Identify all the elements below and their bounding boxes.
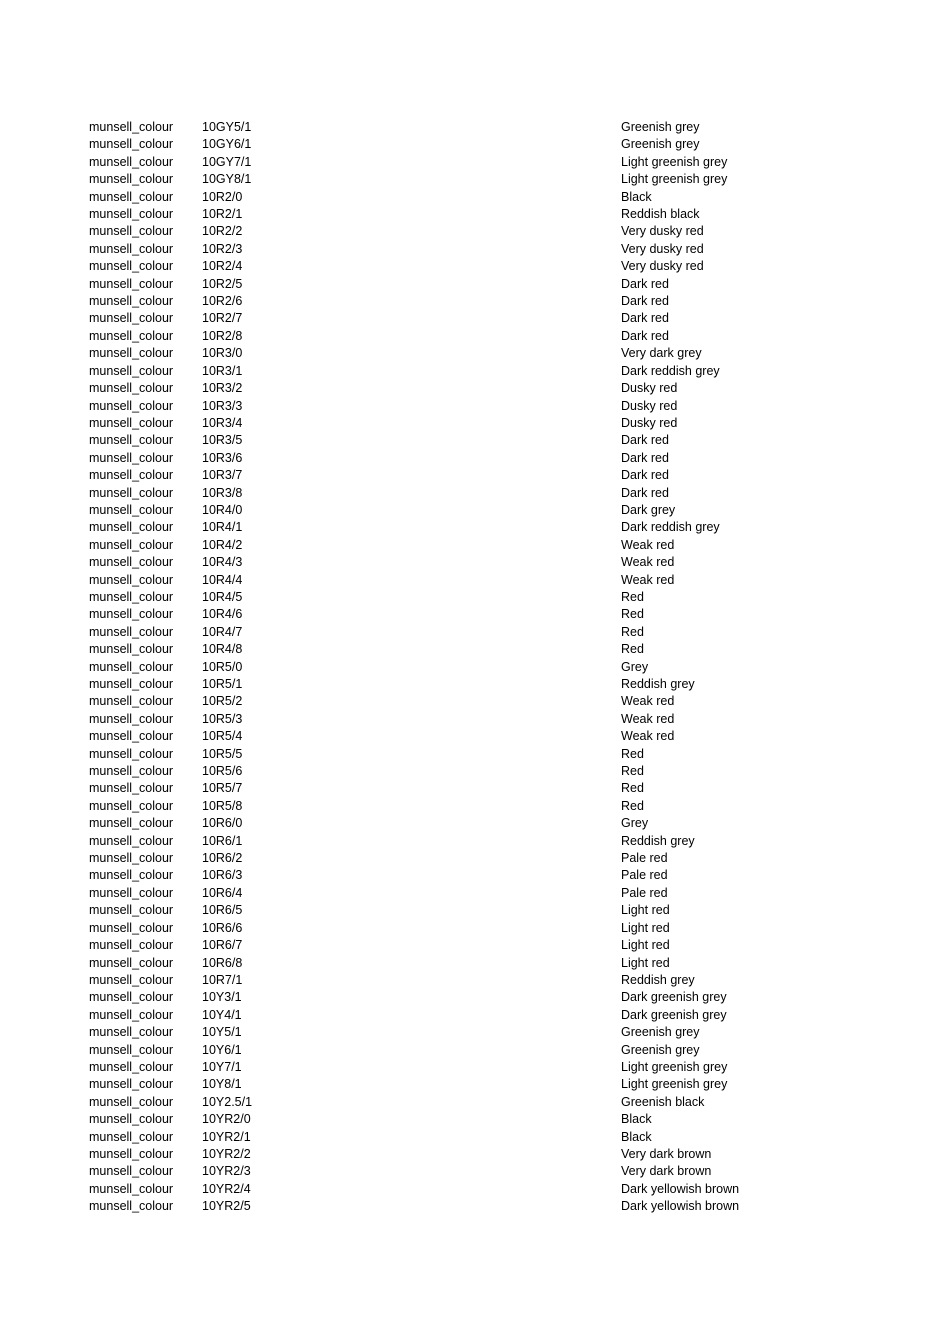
code-cell: 10YR2/5 <box>202 1199 251 1214</box>
description-cell: Pale red <box>621 868 668 883</box>
table-row <box>89 1181 809 1198</box>
table-row <box>89 763 809 780</box>
code-cell: 10R5/7 <box>202 781 243 796</box>
description-cell: Very dusky red <box>621 224 704 239</box>
table-row <box>89 223 809 240</box>
code-cell: 10R2/7 <box>202 311 243 326</box>
attribute-cell: munsell_colour <box>89 903 174 918</box>
table-row <box>89 676 809 693</box>
code-cell: 10R3/0 <box>202 346 243 361</box>
attribute-cell: munsell_colour <box>89 711 174 726</box>
code-cell: 10R6/3 <box>202 868 243 883</box>
description-cell: Grey <box>621 659 649 674</box>
code-cell: 10R7/1 <box>202 972 243 987</box>
description-cell: Dark yellowish brown <box>621 1199 740 1214</box>
code-cell: 10R4/3 <box>202 555 243 570</box>
code-cell: 10R5/1 <box>202 677 243 691</box>
description-cell: Black <box>621 1112 652 1127</box>
code-cell: 10R5/3 <box>202 711 243 726</box>
table-row <box>89 154 809 171</box>
description-cell: Dark red <box>621 294 669 309</box>
table-row <box>89 867 809 884</box>
description-cell: Very dark brown <box>621 1164 712 1179</box>
attribute-cell: munsell_colour <box>89 938 174 953</box>
description-cell: Dark grey <box>621 502 676 517</box>
table-row <box>89 1146 809 1163</box>
table-row <box>89 415 809 432</box>
description-cell: Dusky red <box>621 415 678 430</box>
description-cell: Pale red <box>621 851 668 866</box>
code-cell: 10R3/2 <box>202 381 243 396</box>
description-cell: Reddish grey <box>621 677 695 691</box>
attribute-cell: munsell_colour <box>89 885 174 900</box>
description-cell: Weak red <box>621 555 675 570</box>
attribute-cell: munsell_colour <box>89 363 174 378</box>
attribute-cell: munsell_colour <box>89 450 174 465</box>
code-cell: 10R2/6 <box>202 294 243 309</box>
munsell-colour-table <box>89 119 809 1216</box>
table-row <box>89 850 809 867</box>
attribute-cell: munsell_colour <box>89 990 174 1005</box>
code-cell: 10GY6/1 <box>202 137 252 152</box>
code-cell: 10R5/2 <box>202 694 243 709</box>
description-cell: Very dusky red <box>621 241 704 256</box>
table-row <box>89 1024 809 1041</box>
description-cell: Dark reddish grey <box>621 363 720 378</box>
description-cell: Red <box>621 589 644 604</box>
attribute-cell: munsell_colour <box>89 833 174 848</box>
attribute-cell: munsell_colour <box>89 677 174 691</box>
attribute-cell: munsell_colour <box>89 294 174 309</box>
table-row <box>89 276 809 293</box>
code-cell: 10YR2/1 <box>202 1129 251 1144</box>
attribute-cell: munsell_colour <box>89 398 174 413</box>
description-cell: Reddish grey <box>621 833 695 848</box>
table-row <box>89 537 809 554</box>
description-cell: Reddish grey <box>621 972 695 987</box>
code-cell: 10R2/3 <box>202 241 243 256</box>
attribute-cell: munsell_colour <box>89 642 174 657</box>
description-cell: Dark greenish grey <box>621 990 727 1005</box>
table-row <box>89 1076 809 1093</box>
description-cell: Weak red <box>621 729 675 744</box>
table-row <box>89 920 809 937</box>
table-row <box>89 432 809 449</box>
attribute-cell: munsell_colour <box>89 502 174 517</box>
description-cell: Greenish grey <box>621 1042 700 1057</box>
attribute-cell: munsell_colour <box>89 259 174 274</box>
attribute-cell: munsell_colour <box>89 172 174 187</box>
description-cell: Dark red <box>621 328 669 343</box>
attribute-cell: munsell_colour <box>89 1199 174 1214</box>
attribute-cell: munsell_colour <box>89 1042 174 1057</box>
table-row <box>89 1198 809 1215</box>
table-row <box>89 310 809 327</box>
description-cell: Weak red <box>621 572 675 587</box>
code-cell: 10R4/8 <box>202 642 243 657</box>
table-row <box>89 380 809 397</box>
attribute-cell: munsell_colour <box>89 729 174 744</box>
attribute-cell: munsell_colour <box>89 276 174 291</box>
description-cell: Red <box>621 746 644 761</box>
attribute-cell: munsell_colour <box>89 851 174 866</box>
code-cell: 10R6/7 <box>202 938 243 953</box>
description-cell: Greenish grey <box>621 120 700 134</box>
description-cell: Red <box>621 642 644 657</box>
table-row <box>89 293 809 310</box>
code-cell: 10R3/7 <box>202 468 243 483</box>
attribute-cell: munsell_colour <box>89 764 174 779</box>
description-cell: Light red <box>621 903 670 918</box>
description-cell: Red <box>621 781 644 796</box>
description-cell: Very dark grey <box>621 346 702 361</box>
attribute-cell: munsell_colour <box>89 207 174 222</box>
code-cell: 10YR2/0 <box>202 1112 251 1127</box>
description-cell: Dark red <box>621 468 669 483</box>
table-row <box>89 136 809 153</box>
code-cell: 10Y5/1 <box>202 1025 242 1040</box>
attribute-cell: munsell_colour <box>89 468 174 483</box>
code-cell: 10R5/8 <box>202 798 243 813</box>
attribute-cell: munsell_colour <box>89 920 174 935</box>
attribute-cell: munsell_colour <box>89 589 174 604</box>
code-cell: 10R3/6 <box>202 450 243 465</box>
code-cell: 10R2/0 <box>202 189 243 204</box>
code-cell: 10R6/0 <box>202 816 243 831</box>
code-cell: 10R4/6 <box>202 607 243 622</box>
code-cell: 10R4/7 <box>202 624 243 639</box>
description-cell: Dark greenish grey <box>621 1007 727 1022</box>
description-cell: Reddish black <box>621 207 700 222</box>
table-row <box>89 241 809 258</box>
table-row <box>89 606 809 623</box>
code-cell: 10GY7/1 <box>202 154 252 169</box>
attribute-cell: munsell_colour <box>89 624 174 639</box>
attribute-cell: munsell_colour <box>89 816 174 831</box>
description-cell: Light red <box>621 920 670 935</box>
code-cell: 10R4/2 <box>202 537 243 552</box>
description-cell: Dark red <box>621 450 669 465</box>
code-cell: 10R3/5 <box>202 433 243 448</box>
code-cell: 10R3/8 <box>202 485 243 500</box>
description-cell: Light greenish grey <box>621 172 728 187</box>
attribute-cell: munsell_colour <box>89 781 174 796</box>
table-row <box>89 554 809 571</box>
attribute-cell: munsell_colour <box>89 572 174 587</box>
table-row <box>89 258 809 275</box>
code-cell: 10R6/1 <box>202 833 243 848</box>
attribute-cell: munsell_colour <box>89 694 174 709</box>
description-cell: Light greenish grey <box>621 1077 728 1092</box>
attribute-cell: munsell_colour <box>89 1025 174 1040</box>
table-row <box>89 589 809 606</box>
code-cell: 10R2/8 <box>202 328 243 343</box>
attribute-cell: munsell_colour <box>89 537 174 552</box>
table-row <box>89 206 809 223</box>
table-row <box>89 1129 809 1146</box>
code-cell: 10Y6/1 <box>202 1042 242 1057</box>
description-cell: Weak red <box>621 694 675 709</box>
description-cell: Red <box>621 764 644 779</box>
attribute-cell: munsell_colour <box>89 868 174 883</box>
table-row <box>89 363 809 380</box>
attribute-cell: munsell_colour <box>89 1112 174 1127</box>
description-cell: Dark red <box>621 311 669 326</box>
description-cell: Red <box>621 624 644 639</box>
description-cell: Dusky red <box>621 398 678 413</box>
table-row <box>89 798 809 815</box>
table-row <box>89 746 809 763</box>
attribute-cell: munsell_colour <box>89 1146 174 1161</box>
attribute-cell: munsell_colour <box>89 520 174 535</box>
attribute-cell: munsell_colour <box>89 1094 174 1109</box>
code-cell: 10R6/8 <box>202 955 243 970</box>
description-cell: Greenish grey <box>621 1025 700 1040</box>
table-row <box>89 624 809 641</box>
description-cell: Dusky red <box>621 381 678 396</box>
table-row <box>89 119 809 136</box>
table-row <box>89 989 809 1006</box>
code-cell: 10R5/6 <box>202 764 243 779</box>
table-row <box>89 937 809 954</box>
attribute-cell: munsell_colour <box>89 381 174 396</box>
attribute-cell: munsell_colour <box>89 120 174 134</box>
description-cell: Dark reddish grey <box>621 520 720 535</box>
description-cell: Greenish grey <box>621 137 700 152</box>
attribute-cell: munsell_colour <box>89 485 174 500</box>
table-row <box>89 815 809 832</box>
code-cell: 10R4/1 <box>202 520 243 535</box>
table-row <box>89 711 809 728</box>
description-cell: Very dark brown <box>621 1146 712 1161</box>
description-cell: Dark yellowish brown <box>621 1181 740 1196</box>
code-cell: 10R2/1 <box>202 207 243 222</box>
attribute-cell: munsell_colour <box>89 1007 174 1022</box>
attribute-cell: munsell_colour <box>89 346 174 361</box>
attribute-cell: munsell_colour <box>89 798 174 813</box>
table-row <box>89 1042 809 1059</box>
code-cell: 10GY5/1 <box>202 120 252 134</box>
attribute-cell: munsell_colour <box>89 1077 174 1092</box>
code-cell: 10R4/4 <box>202 572 243 587</box>
code-cell: 10GY8/1 <box>202 172 252 187</box>
code-cell: 10R5/4 <box>202 729 243 744</box>
description-cell: Black <box>621 189 652 204</box>
attribute-cell: munsell_colour <box>89 433 174 448</box>
code-cell: 10Y8/1 <box>202 1077 242 1092</box>
table-row <box>89 171 809 188</box>
table-row <box>89 955 809 972</box>
description-cell: Red <box>621 798 644 813</box>
table-row <box>89 345 809 362</box>
attribute-cell: munsell_colour <box>89 154 174 169</box>
table-row <box>89 572 809 589</box>
description-cell: Pale red <box>621 885 668 900</box>
code-cell: 10YR2/4 <box>202 1181 251 1196</box>
code-cell: 10R4/5 <box>202 589 243 604</box>
attribute-cell: munsell_colour <box>89 311 174 326</box>
attribute-cell: munsell_colour <box>89 415 174 430</box>
description-cell: Weak red <box>621 537 675 552</box>
table-row <box>89 728 809 745</box>
code-cell: 10R3/4 <box>202 415 243 430</box>
attribute-cell: munsell_colour <box>89 555 174 570</box>
attribute-cell: munsell_colour <box>89 189 174 204</box>
attribute-cell: munsell_colour <box>89 1181 174 1196</box>
code-cell: 10R3/3 <box>202 398 243 413</box>
attribute-cell: munsell_colour <box>89 328 174 343</box>
code-cell: 10YR2/3 <box>202 1164 251 1179</box>
code-cell: 10R2/2 <box>202 224 243 239</box>
table-row <box>89 1163 809 1180</box>
table-row <box>89 398 809 415</box>
code-cell: 10Y7/1 <box>202 1059 242 1074</box>
description-cell: Weak red <box>621 711 675 726</box>
description-cell: Red <box>621 607 644 622</box>
table-row <box>89 189 809 206</box>
table-row <box>89 780 809 797</box>
attribute-cell: munsell_colour <box>89 1164 174 1179</box>
description-cell: Very dusky red <box>621 259 704 274</box>
table-row <box>89 485 809 502</box>
table-row <box>89 467 809 484</box>
code-cell: 10R6/2 <box>202 851 243 866</box>
code-cell: 10Y2.5/1 <box>202 1094 253 1109</box>
code-cell: 10YR2/2 <box>202 1146 251 1161</box>
table-row <box>89 693 809 710</box>
attribute-cell: munsell_colour <box>89 224 174 239</box>
code-cell: 10R5/0 <box>202 659 243 674</box>
table-row <box>89 659 809 676</box>
table-row <box>89 1111 809 1128</box>
table-row <box>89 1007 809 1024</box>
attribute-cell: munsell_colour <box>89 972 174 987</box>
attribute-cell: munsell_colour <box>89 955 174 970</box>
table-row <box>89 972 809 989</box>
attribute-cell: munsell_colour <box>89 1059 174 1074</box>
code-cell: 10Y3/1 <box>202 990 242 1005</box>
table-row <box>89 519 809 536</box>
description-cell: Light greenish grey <box>621 1059 728 1074</box>
description-cell: Dark red <box>621 433 669 448</box>
description-cell: Light greenish grey <box>621 154 728 169</box>
table-row <box>89 902 809 919</box>
table-row <box>89 641 809 658</box>
code-cell: 10R2/4 <box>202 259 243 274</box>
attribute-cell: munsell_colour <box>89 137 174 152</box>
code-cell: 10R4/0 <box>202 502 243 517</box>
code-cell: 10R3/1 <box>202 363 243 378</box>
description-cell: Light red <box>621 938 670 953</box>
table-row <box>89 885 809 902</box>
code-cell: 10R6/4 <box>202 885 243 900</box>
description-cell: Greenish black <box>621 1094 705 1109</box>
description-cell: Black <box>621 1129 652 1144</box>
code-cell: 10Y4/1 <box>202 1007 242 1022</box>
code-cell: 10R6/5 <box>202 903 243 918</box>
table-row <box>89 502 809 519</box>
attribute-cell: munsell_colour <box>89 659 174 674</box>
code-cell: 10R6/6 <box>202 920 243 935</box>
description-cell: Dark red <box>621 485 669 500</box>
attribute-cell: munsell_colour <box>89 746 174 761</box>
attribute-cell: munsell_colour <box>89 241 174 256</box>
code-cell: 10R2/5 <box>202 276 243 291</box>
code-cell: 10R5/5 <box>202 746 243 761</box>
attribute-cell: munsell_colour <box>89 1129 174 1144</box>
attribute-cell: munsell_colour <box>89 607 174 622</box>
table-row <box>89 1094 809 1111</box>
table-row <box>89 1059 809 1076</box>
description-cell: Dark red <box>621 276 669 291</box>
description-cell: Grey <box>621 816 649 831</box>
description-cell: Light red <box>621 955 670 970</box>
table-row <box>89 450 809 467</box>
table-row <box>89 833 809 850</box>
table-row <box>89 328 809 345</box>
